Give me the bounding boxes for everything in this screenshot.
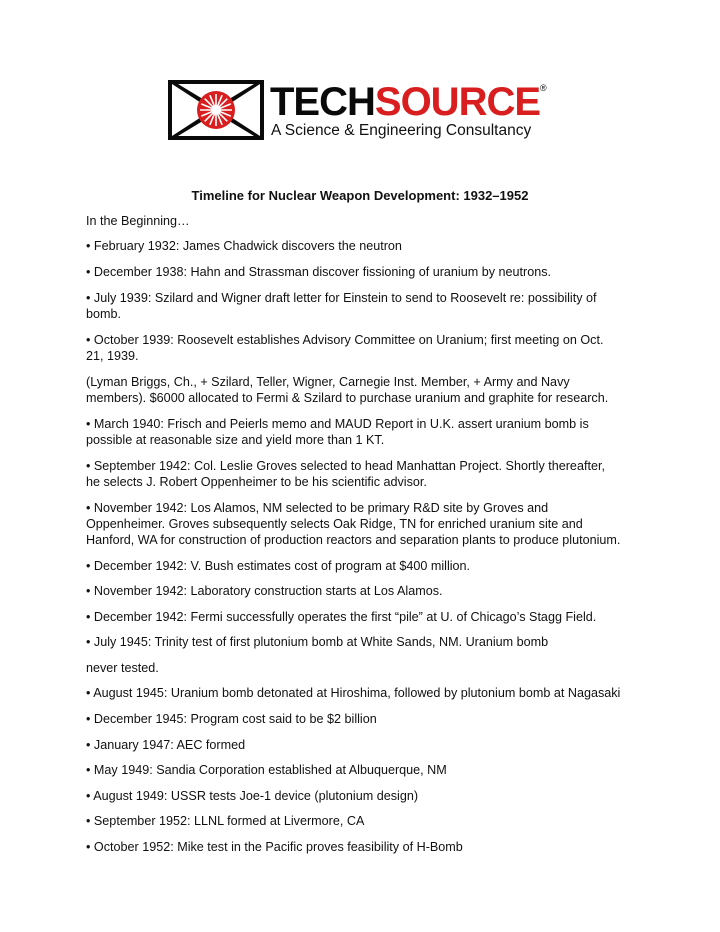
intro-line: In the Beginning… bbox=[86, 214, 190, 228]
timeline-line: • August 1945: Uranium bomb detonated at Hiroshima, followed by plutonium bomb at Nagasaki bbox=[86, 686, 621, 700]
timeline-line: • December 1942: V. Bush estimates cost of program at $400 million. bbox=[86, 559, 471, 573]
logo-registered-mark: ® bbox=[540, 83, 546, 93]
timeline-line: • November 1942: Laboratory construction starts at Los Alamos. bbox=[86, 584, 443, 598]
timeline-line: • July 1945: Trinity test of first plutonium bomb at White Sands, NM. Uranium bomb bbox=[86, 635, 549, 649]
timeline-line: • September 1942: Col. Leslie Groves selected to head Manhattan Project. Shortly thereafter, bbox=[86, 459, 605, 473]
document-title: Timeline for Nuclear Weapon Development: 1932–1952 bbox=[191, 188, 529, 203]
logo-name-tech: TECH bbox=[270, 80, 375, 124]
timeline-line: Oppenheimer. Groves subsequently selects Oak Ridge, TN for enriched uranium site and bbox=[86, 517, 583, 531]
timeline-line: (Lyman Briggs, Ch., + Szilard, Teller, Wigner, Carnegie Inst. Member, + Army and Navy bbox=[86, 375, 570, 389]
logo-emblem-icon bbox=[168, 80, 264, 140]
timeline-line: • January 1947: AEC formed bbox=[86, 738, 246, 752]
timeline-line: • December 1942: Fermi successfully operates the first “pile” at U. of Chicago’s Stagg Field. bbox=[86, 610, 597, 624]
timeline-line: • December 1945: Program cost said to be $2 billion bbox=[86, 712, 377, 726]
timeline-line: Hanford, WA for construction of production reactors and separation plants to produce plutonium. bbox=[86, 533, 621, 547]
timeline-line: • October 1952: Mike test in the Pacific proves feasibility of H-Bomb bbox=[86, 840, 463, 854]
timeline-line: • February 1932: James Chadwick discovers the neutron bbox=[86, 239, 402, 253]
timeline-line: he selects J. Robert Oppenheimer to be his scientific advisor. bbox=[86, 475, 427, 489]
timeline-line: • September 1952: LLNL formed at Livermore, CA bbox=[86, 814, 365, 828]
timeline-line: • July 1939: Szilard and Wigner draft letter for Einstein to send to Roosevelt re: possibility of bbox=[86, 291, 597, 305]
timeline-line: possible at reasonable size and yield more than 1 KT. bbox=[86, 433, 385, 447]
timeline-line: bomb. bbox=[86, 307, 122, 321]
timeline-line: • August 1949: USSR tests Joe-1 device (plutonium design) bbox=[86, 789, 419, 803]
timeline-line: never tested. bbox=[86, 661, 159, 675]
timeline-line: members). $6000 allocated to Fermi & Szilard to purchase uranium and graphite for research. bbox=[86, 391, 609, 405]
timeline-line: • October 1939: Roosevelt establishes Advisory Committee on Uranium; first meeting on Oct. bbox=[86, 333, 604, 347]
timeline-line: 21, 1939. bbox=[86, 349, 139, 363]
timeline-line: • December 1938: Hahn and Strassman discover fissioning of uranium by neutrons. bbox=[86, 265, 552, 279]
timeline-line: • March 1940: Frisch and Peierls memo and MAUD Report in U.K. assert uranium bomb is bbox=[86, 417, 589, 431]
logo-name-source: SOURCE bbox=[374, 80, 541, 124]
logo-wordmark bbox=[270, 82, 546, 122]
timeline-line: • November 1942: Los Alamos, NM selected to be primary R&D site by Groves and bbox=[86, 501, 549, 515]
logo-tagline: A Science & Engineering Consultancy bbox=[271, 122, 532, 139]
timeline-line: • May 1949: Sandia Corporation established at Albuquerque, NM bbox=[86, 763, 447, 777]
techsource-logo bbox=[168, 80, 548, 142]
